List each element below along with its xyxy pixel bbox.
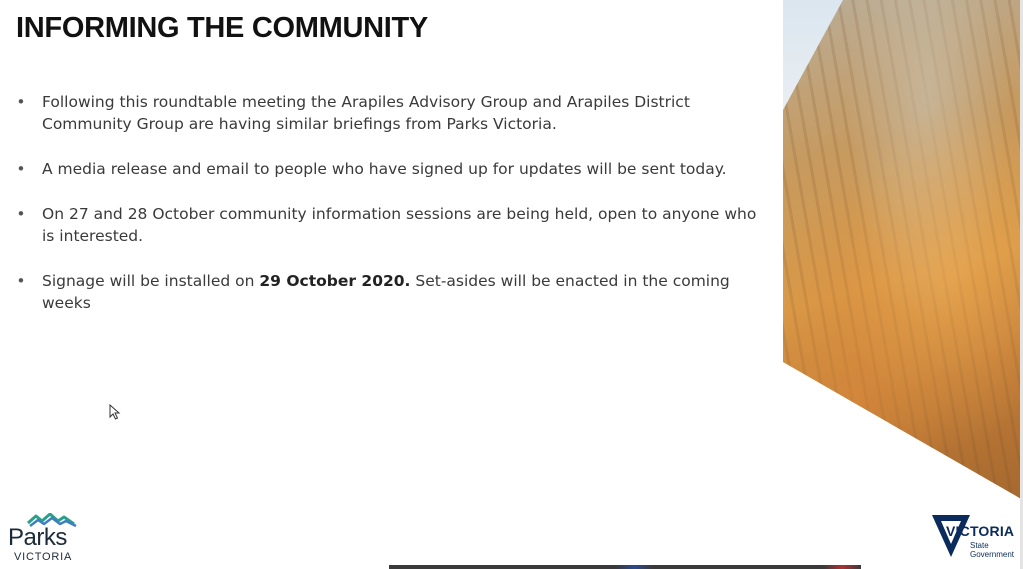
bullet-text-after: Set-asides will be enacted in the coming weeks: [42, 272, 730, 312]
victoria-state-government-logo: [932, 513, 1020, 563]
logo-text-government: Government: [970, 550, 1015, 559]
parks-victoria-logo: [8, 513, 88, 565]
bullet-marker: •: [16, 272, 26, 290]
bullet-list: [16, 91, 761, 337]
logo-text-state-government: [970, 541, 1014, 559]
logo-text-victoria-gov: VICTORIA: [946, 523, 1015, 539]
presentation-control-bar[interactable]: [389, 565, 861, 569]
bullet-text: A media release and email to people who have signed up for updates will be sent today.: [42, 160, 727, 178]
logo-text-state: State: [970, 541, 989, 550]
slide-title: INFORMING THE COMMUNITY: [16, 12, 428, 44]
logo-text-parks: Parks: [8, 524, 67, 551]
bullet-text-before: Signage will be installed on: [42, 272, 260, 290]
rock-cliff-photo: [783, 0, 1023, 500]
bullet-bold-date: 29 October 2020.: [259, 272, 411, 290]
bullet-text: On 27 and 28 October community information sessions are being held, open to anyone who is interested.: [42, 205, 757, 245]
bullet-marker: •: [16, 160, 26, 178]
bullet-item-3: [16, 203, 761, 247]
bullet-item-1: [16, 91, 761, 135]
mouse-pointer-icon: [109, 404, 121, 420]
bullet-marker: •: [16, 93, 26, 111]
bullet-text: Following this roundtable meeting the Arapiles Advisory Group and Arapiles District Community Group are having similar briefings from Parks Victoria.: [42, 93, 690, 133]
bullet-marker: •: [16, 205, 26, 223]
bullet-item-4: [16, 270, 761, 314]
logo-text-victoria: VICTORIA: [14, 551, 73, 563]
bullet-item-2: [16, 158, 761, 180]
